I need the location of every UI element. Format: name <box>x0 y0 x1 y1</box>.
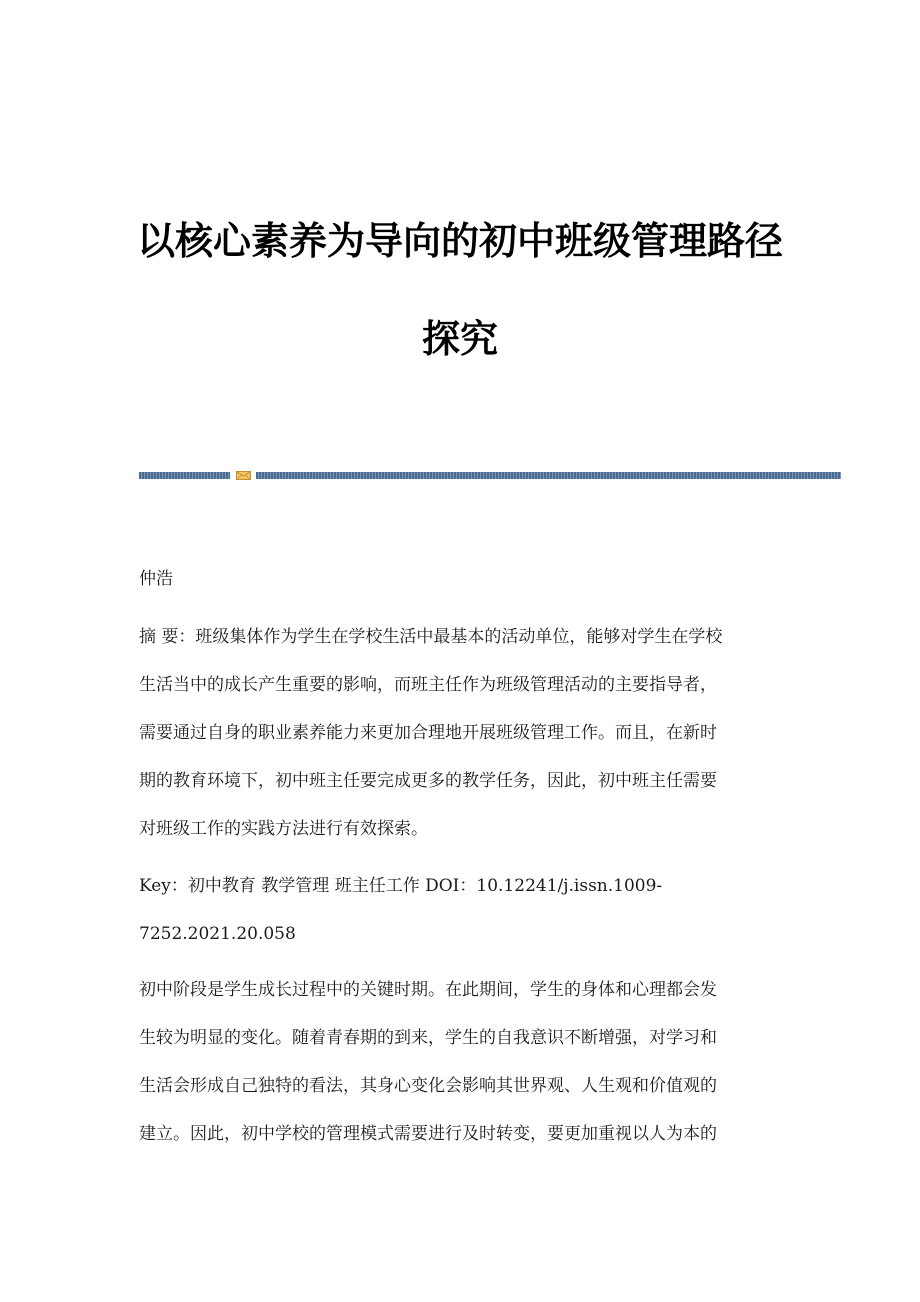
body-line-2: 生较为明显的变化。随着青春期的到来，学生的自我意识不断增强，对学习和 <box>139 1028 717 1048</box>
document-title-line-2: 探究 <box>421 316 498 361</box>
author-name: 仲浩 <box>139 569 173 589</box>
body-line-1: 初中阶段是学生成长过程中的关键时期。在此期间，学生的身体和心理都会发 <box>139 980 717 1000</box>
keywords-line-1: Key：初中教育 教学管理 班主任工作 DOI：10.12241/j.issn.1009- <box>139 876 663 896</box>
abstract-line-2: 生活当中的成长产生重要的影响，而班主任作为班级管理活动的主要指导者， <box>139 675 717 695</box>
title-divider <box>139 471 841 480</box>
abstract-line-4: 期的教育环境下，初中班主任要完成更多的教学任务，因此，初中班主任需要 <box>139 771 717 791</box>
abstract-line-5: 对班级工作的实践方法进行有效探索。 <box>139 819 428 839</box>
abstract-line-1: 摘 要：班级集体作为学生在学校生活中最基本的活动单位，能够对学生在学校 <box>139 627 723 647</box>
keywords-line-2: 7252.2021.20.058 <box>139 924 296 944</box>
abstract-line-3: 需要通过自身的职业素养能力来更加合理地开展班级管理工作。而且，在新时 <box>139 723 717 743</box>
body-line-4: 建立。因此，初中学校的管理模式需要进行及时转变，要更加重视以人为本的 <box>139 1124 717 1144</box>
body-line-3: 生活会形成自己独特的看法，其身心变化会影响其世界观、人生观和价值观的 <box>139 1076 717 1096</box>
divider-bar-right <box>256 472 841 479</box>
envelope-icon <box>236 471 251 480</box>
document-title-line-1: 以核心素养为导向的初中班级管理路径 <box>136 218 783 263</box>
divider-bar-left <box>139 472 230 479</box>
